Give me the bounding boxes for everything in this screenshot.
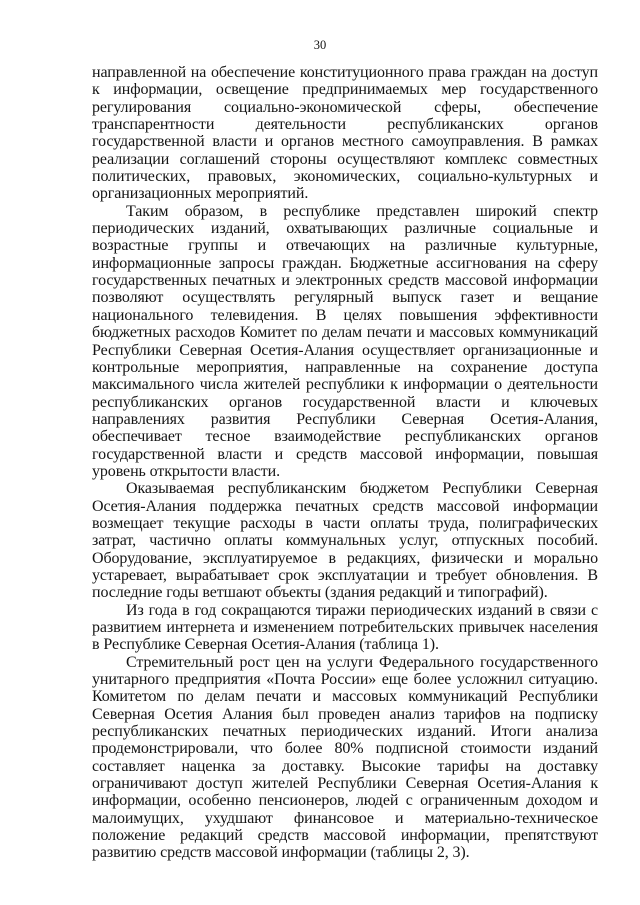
paragraph-circulation-decline: Из года в год сокращаются тиражи периодических изданий в связи с развитием интернета и изменением потребительских привычек населения в Республике Северная Осетия-Алания (таблица 1). [92,601,598,654]
document-body [92,64,598,862]
paragraph-continuation: направленной на обеспечение конституционного права граждан на доступ к информации, освещение предпринимаемых мер государственного регулирования социально-экономической сферы, обеспечение транспарентности деятельности республиканских органов государственной власти и органов местного самоуправления. В рамках реализации соглашений стороны осуществляют комплекс совместных политических, правовых, экономических, социально-культурных и организационных мероприятий. [92,64,598,203]
paragraph-budget-support: Оказываемая республиканским бюджетом Республики Северная Осетия-Алания поддержка печатных средств массовой информации возмещает текущие расходы в части оплаты труда, полиграфических затрат, частично оплаты коммунальных услуг, отпускных пособий. Оборудование, эксплуатируемое в редакциях, физически и морально устаревает, вырабатывает срок эксплуатации и требует обновления. В последние годы ветшают объекты (здания редакций и типографий). [92,480,598,602]
paragraph-postal-tariffs: Стремительный рост цен на услуги Федерального государственного унитарного предприятия «Почта России» еще более усложнил ситуацию. Комитетом по делам печати и массовых коммуникаций Республики Северная Осетия Алания был проведен анализ тарифов на подписку республиканских печатных периодических изданий. Итоги анализа продемонстрировали, что более 80% подписной стоимости изданий составляет наценка за доставку. Высокие тарифы на доставку ограничивают доступ жителей Республики Северная Осетия-Алания к информации, особенно пенсионеров, людей с ограниченным доходом и малоимущих, ухудшают финансовое и материально-техническое положение редакций средств массовой информации, препятствуют развитию средств массовой информации (таблицы 2, 3). [92,653,598,862]
page-number: 30 [313,38,327,52]
paragraph-periodicals-spectrum: Таким образом, в республике представлен широкий спектр периодических изданий, охватывающих различные социальные и возрастные группы и отвечающих на различные культурные, информационные запросы граждан. Бюджетные ассигнования на сферу государственных печатных и электронных средств массовой информации позволяют осуществлять регулярный выпуск газет и вещание национального телевидения. В целях повышения эффективности бюджетных расходов Комитет по делам печати и массовых коммуникаций Республики Северная Осетия-Алания осуществляет организационные и контрольные мероприятия, направленные на сохранение доступа максимального числа жителей республики к информации о деятельности республиканских органов государственной власти и ключевых направлениях развития Республики Северная Осетия-Алания, обеспечивает тесное взаимодействие республиканских органов государственной власти и средств массовой информации, повышая уровень открытости власти. [92,202,598,480]
